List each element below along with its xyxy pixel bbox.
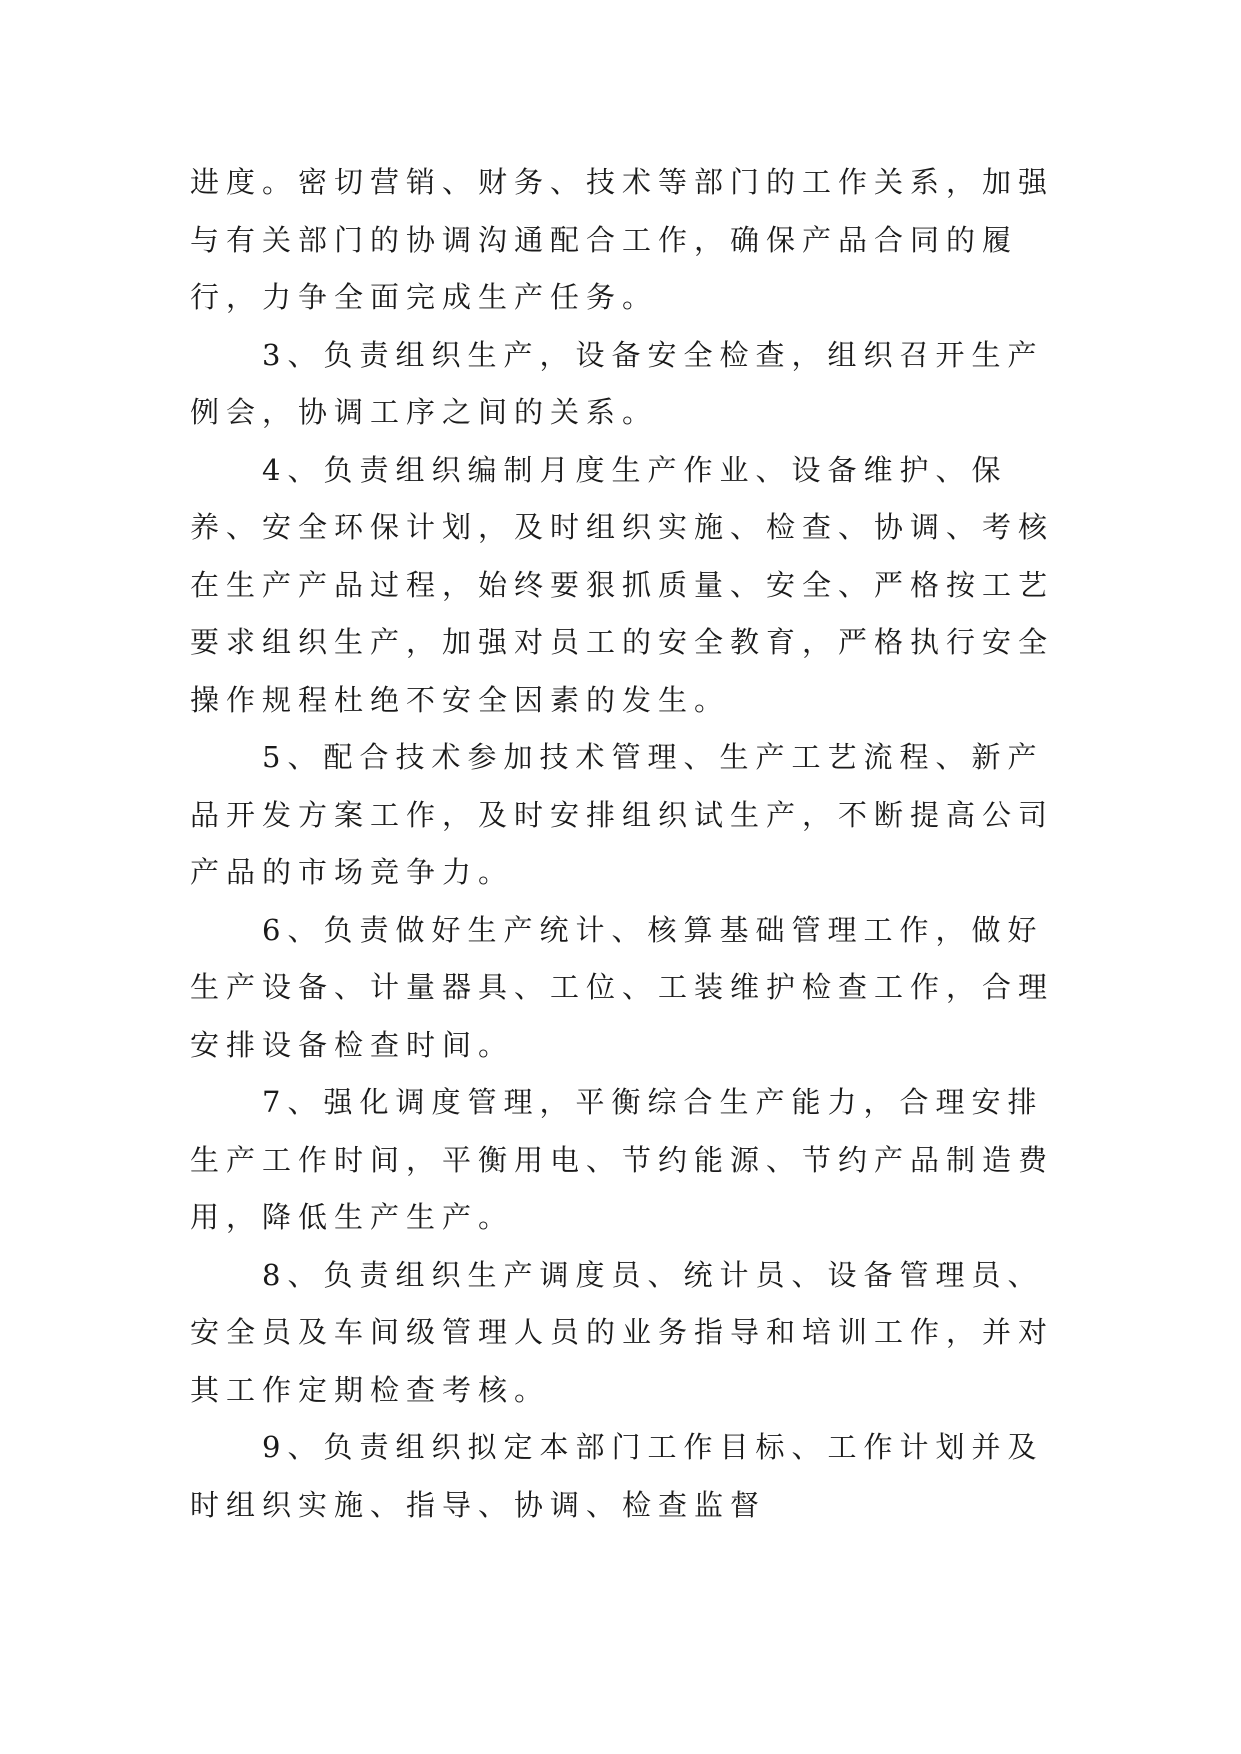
document-body [190, 154, 1060, 1534]
paragraph-item-3: 3、负责组织生产，设备安全检查，组织召开生产例会，协调工序之间的关系。 [190, 337, 1044, 429]
paragraph-item-9: 9、负责组织拟定本部门工作目标、工作计划并及时组织实施、指导、协调、检查监督 [190, 1430, 1044, 1522]
paragraph-item-7: 7、强化调度管理，平衡综合生产能力，合理安排生产工作时间，平衡用电、节约能源、节约产品制造费用，降低生产生产。 [190, 1085, 1055, 1234]
paragraph-item-8: 8、负责组织生产调度员、统计员、设备管理员、安全员及车间级管理人员的业务指导和培训工作，并对其工作定期检查考核。 [190, 1257, 1055, 1407]
paragraph-item-6: 6、负责做好生产统计、核算基础管理工作，做好生产设备、计量器具、工位、工装维护检查工作，合理安排设备检查时间。 [190, 912, 1055, 1062]
paragraph-item-4: 4、负责组织编制月度生产作业、设备维护、保养、安全环保计划，及时组织实施、检查、协调、考核在生产产品过程，始终要狠抓质量、安全、严格按工艺要求组织生产，加强对员工的安全教育，严格执行安全操作规程杜绝不安全因素的发生。 [190, 452, 1055, 717]
paragraph-item-5: 5、配合技术参加技术管理、生产工艺流程、新产品开发方案工作，及时安排组织试生产，不断提高公司产品的市场竞争力。 [190, 740, 1055, 889]
paragraph-continuation: 进度。密切营销、财务、技术等部门的工作关系，加强与有关部门的协调沟通配合工作，确保产品合同的履行，力争全面完成生产任务。 [190, 165, 1055, 314]
